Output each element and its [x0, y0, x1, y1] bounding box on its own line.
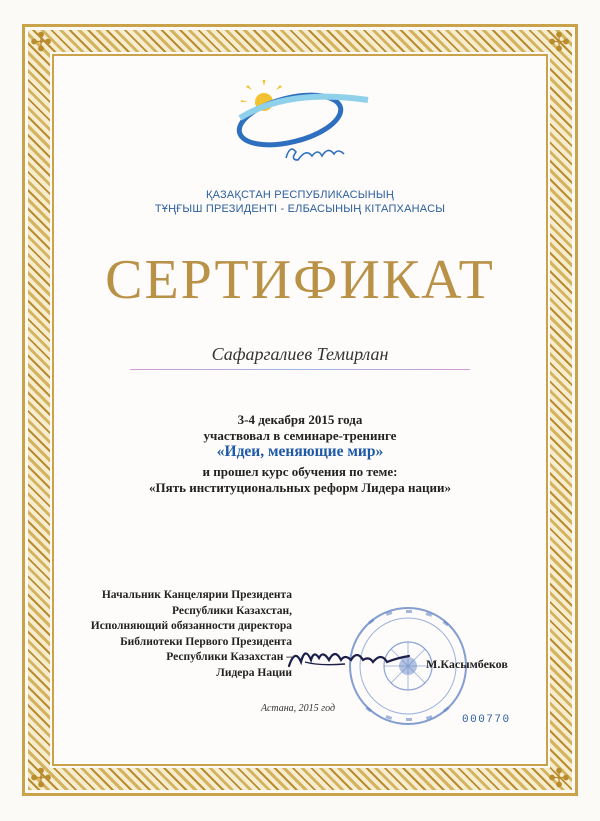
certificate-title: СЕРТИФИКАТ — [105, 249, 495, 311]
signatory-position-line: Исполняющий обязанности директора — [90, 620, 292, 632]
signatory-position-line: Республики Казахстан – — [166, 651, 292, 663]
event-date: 3-4 декабря 2015 года — [237, 412, 363, 427]
corner-ornament-icon: ✣ — [548, 28, 570, 57]
signatory-position-line: Начальник Канцелярии Президента — [101, 589, 292, 601]
course-intro: и прошел курс обучения по теме: — [202, 464, 398, 479]
corner-ornament-icon: ✣ — [30, 28, 52, 57]
corner-ornament-icon: ✣ — [548, 764, 570, 793]
serial-number: 000770 — [462, 714, 511, 726]
signatory-position — [70, 588, 292, 681]
handwritten-signature-icon — [285, 640, 425, 676]
recipient-underline — [130, 369, 470, 370]
corner-ornament-icon: ✣ — [30, 764, 52, 793]
course-topic: «Пять институциональных реформ Лидера нации» — [149, 480, 451, 495]
organization-line-2: ТҰҢҒЫШ ПРЕЗИДЕНТІ - ЕЛБАСЫНЫҢ КІТАПХАНАСЫ — [154, 203, 446, 215]
seminar-name: «Идеи, меняющие мир» — [216, 443, 384, 460]
signatory-position-line: Республики Казахстан, — [172, 604, 292, 617]
recipient-name: Сафаргалиев Темирлан — [211, 344, 389, 364]
signatory-name: М.Касымбеков — [426, 657, 508, 671]
participation-text: участвовал в семинаре-тренинге — [203, 428, 397, 443]
place-year: Астана, 2015 год — [260, 703, 336, 714]
organization-line-1: ҚАЗАҚСТАН РЕСПУБЛИКАСЫНЫҢ — [206, 189, 394, 201]
library-logo — [228, 78, 378, 178]
signatory-position-line: Библиотеки Первого Президента — [120, 635, 292, 648]
signatory-position-line: Лидера Нации — [216, 666, 292, 679]
